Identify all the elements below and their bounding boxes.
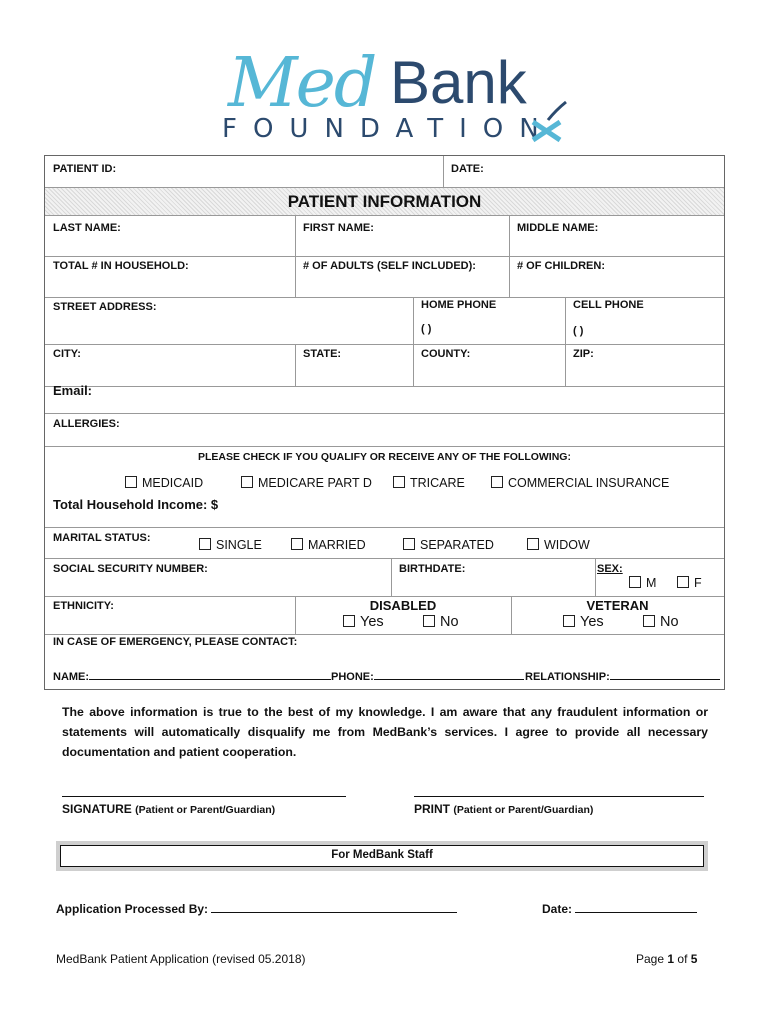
print-line[interactable]	[414, 796, 704, 797]
last-name-label: LAST NAME:	[53, 222, 121, 234]
children-label: # OF CHILDREN:	[517, 260, 605, 272]
checkbox-icon	[125, 476, 137, 488]
street-address-label: STREET ADDRESS:	[53, 301, 157, 313]
single-option[interactable]: SINGLE	[199, 538, 262, 552]
checkbox-icon	[527, 538, 539, 550]
emergency-name-line[interactable]	[89, 668, 331, 680]
ssn-label: SOCIAL SECURITY NUMBER:	[53, 563, 208, 575]
commercial-insurance-option[interactable]: COMMERCIAL INSURANCE	[491, 476, 669, 490]
checkbox-icon	[677, 576, 689, 588]
processed-by-line[interactable]	[211, 901, 457, 913]
sex-f-option[interactable]: F	[677, 576, 702, 590]
tricare-option[interactable]: TRICARE	[393, 476, 465, 490]
middle-name-label: MIDDLE NAME:	[517, 222, 599, 234]
qualify-heading: PLEASE CHECK IF YOU QUALIFY OR RECEIVE ANY OF THE FOLLOWING:	[198, 451, 571, 463]
married-option[interactable]: MARRIED	[291, 538, 366, 552]
checkbox-icon	[343, 615, 355, 627]
checkbox-icon	[629, 576, 641, 588]
sex-label: SEX:	[597, 563, 623, 575]
widow-option[interactable]: WIDOW	[527, 538, 590, 552]
first-name-label: FIRST NAME:	[303, 222, 374, 234]
emergency-relationship-line[interactable]	[610, 668, 720, 680]
marital-status-label: MARITAL STATUS:	[53, 532, 151, 544]
cell-phone-label: CELL PHONE	[573, 299, 644, 311]
patient-id-label: PATIENT ID:	[53, 163, 117, 175]
birthdate-label: BIRTHDATE:	[399, 563, 466, 575]
allergies-label: ALLERGIES:	[53, 418, 120, 430]
medicare-option[interactable]: MEDICARE PART D	[241, 476, 372, 490]
print-label: PRINT (Patient or Parent/Guardian)	[414, 802, 594, 816]
logo-med-text: Med	[228, 44, 376, 123]
zip-label: ZIP:	[573, 348, 594, 360]
emergency-relationship-label: RELATIONSHIP:	[525, 668, 720, 683]
medbank-logo	[0, 40, 770, 150]
veteran-yes-option[interactable]: Yes	[563, 614, 604, 630]
medicaid-option[interactable]: MEDICAID	[125, 476, 203, 490]
checkbox-icon	[643, 615, 655, 627]
processed-by-label: Application Processed By:	[56, 901, 457, 916]
patient-form	[44, 155, 725, 690]
state-label: STATE:	[303, 348, 342, 360]
checkbox-icon	[491, 476, 503, 488]
adults-label: # OF ADULTS (SELF INCLUDED):	[303, 260, 476, 272]
logo-x-icon	[0, 40, 770, 150]
emergency-phone-line[interactable]	[374, 668, 524, 680]
footer-revision: MedBank Patient Application (revised 05.2018)	[56, 952, 306, 966]
checkbox-icon	[563, 615, 575, 627]
household-label: TOTAL # IN HOUSEHOLD:	[53, 260, 189, 272]
staff-box	[56, 841, 708, 871]
disabled-no-option[interactable]: No	[423, 614, 459, 630]
staff-box-label: For MedBank Staff	[60, 845, 704, 867]
attestation-statement: The above information is true to the best of my knowledge. I am aware that any fraudulent information or statements will automatically disqualify me from MedBank’s services. I agree to provide all necessary documentation and patient cooperation.	[62, 705, 708, 759]
checkbox-icon	[199, 538, 211, 550]
cell-phone-parens: ( )	[573, 325, 584, 337]
signature-label: SIGNATURE (Patient or Parent/Guardian)	[62, 802, 276, 816]
city-label: CITY:	[53, 348, 81, 360]
home-phone-label: HOME PHONE	[421, 299, 497, 311]
processed-date-line[interactable]	[575, 901, 697, 913]
veteran-label: VETERAN	[586, 598, 649, 613]
checkbox-icon	[241, 476, 253, 488]
checkbox-icon	[403, 538, 415, 550]
email-label: Email:	[53, 383, 93, 398]
emergency-name-label: NAME:	[53, 668, 331, 683]
checkbox-icon	[291, 538, 303, 550]
signature-line[interactable]	[62, 796, 346, 797]
veteran-no-option[interactable]: No	[643, 614, 679, 630]
home-phone-parens: ( )	[421, 323, 432, 335]
section-title: PATIENT INFORMATION	[287, 192, 482, 211]
logo-foundation-text: FOUNDATION	[222, 114, 555, 144]
disabled-yes-option[interactable]: Yes	[343, 614, 384, 630]
county-label: COUNTY:	[421, 348, 471, 360]
disabled-label: DISABLED	[369, 598, 437, 613]
emergency-contact-label: IN CASE OF EMERGENCY, PLEASE CONTACT:	[53, 636, 298, 648]
section-title-band	[45, 187, 724, 216]
checkbox-icon	[423, 615, 435, 627]
sex-m-option[interactable]: M	[629, 576, 656, 590]
footer-page-number: Page 1 of 5	[636, 952, 698, 966]
emergency-phone-label: PHONE:	[331, 668, 524, 683]
ethnicity-label: ETHNICITY:	[53, 600, 114, 612]
separated-option[interactable]: SEPARATED	[403, 538, 494, 552]
processed-date-label: Date:	[542, 901, 697, 916]
household-income-label: Total Household Income: $	[53, 497, 219, 512]
checkbox-icon	[393, 476, 405, 488]
logo-bank-text: Bank	[390, 49, 527, 116]
date-label: DATE:	[451, 163, 484, 175]
